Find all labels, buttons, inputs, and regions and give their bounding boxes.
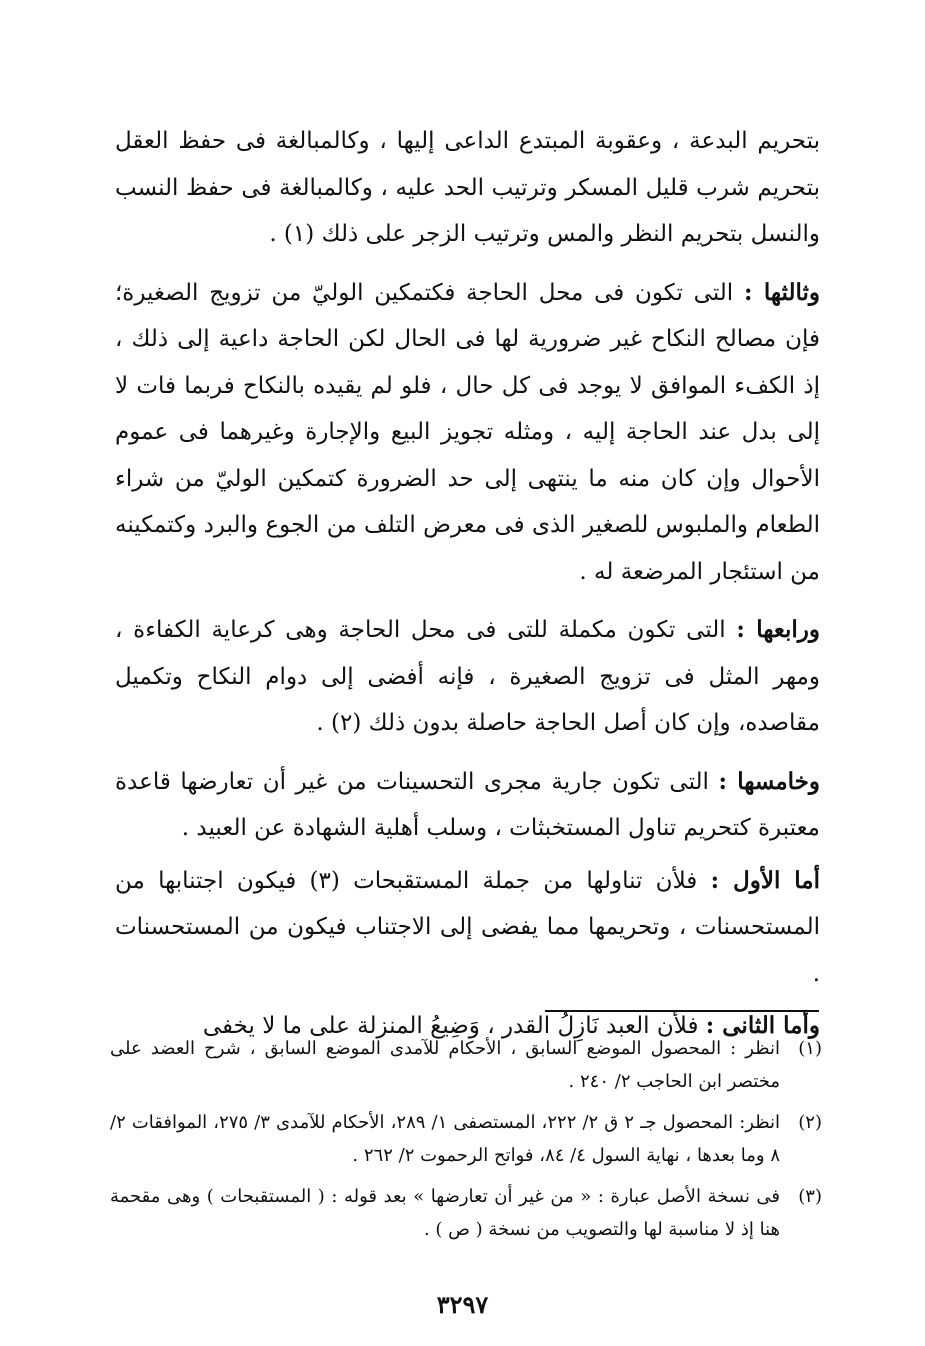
footnote-1 — [110, 1032, 822, 1098]
footnote-2-number: (٢) — [798, 1112, 822, 1133]
paragraph-4-lead: وخامسها : — [718, 767, 821, 795]
paragraph-2 — [115, 270, 820, 596]
paragraph-2-lead: وثالثها : — [743, 278, 820, 306]
main-text — [115, 118, 820, 1062]
paragraph-4 — [115, 759, 820, 852]
footnote-2-text: انظر: المحصول جـ ٢ ق ٢/ ٢٢٢، المستصفى ١/ ٢٨٩، الأحكام للآمدى ٣/ ٢٧٥، الموافقات ٢/ ٨ وما بعدها ، نهاية السول ٤/ ٨٤، فواتح الرحموت ٢/ ٢٦٢ . — [110, 1112, 780, 1166]
footnote-3-number: (٣) — [798, 1186, 822, 1207]
paragraph-1-text: بتحريم البدعة ، وعقوبة المبتدع الداعى إليها ، وكالمبالغة فى حفظ العقل بتحريم شرب قليل المسكر وترتيب الحد عليه ، وكالمبالغة فى حفظ النسب والنسل بتحريم النظر والمس وترتيب الزجر على ذلك (١) . — [115, 128, 820, 247]
paragraph-1 — [115, 118, 820, 258]
page-number: ٣٢٩٧ — [436, 1290, 489, 1319]
paragraph-4-text: التى تكون جارية مجرى التحسينات من غير أن تعارضها قاعدة معتبرة كتحريم تناول المستخبثات ، وسلب أهلية الشهادة عن العبيد . — [115, 768, 820, 841]
footnote-1-text: انظر : المحصول الموضع السابق ، الأحكام للآمدى الموضع السابق ، شرح العضد على مختصر ابن الحاجب ٢/ ٢٤٠ . — [110, 1038, 780, 1092]
footnote-3 — [110, 1180, 822, 1246]
paragraph-3-text: التى تكون مكملة للتى فى محل الحاجة وهى كرعاية الكفاءة ، ومهر المثل فى تزويج الصغيرة ، فإنه أفضى إلى دوام النكاح وتكميل مقاصده، وإن كان أصل الحاجة حاصلة بدون ذلك (٢) . — [115, 617, 820, 736]
paragraph-3-lead: ورابعها : — [736, 616, 820, 643]
paragraph-6-text: فلأن العبد نَازِلُ القدر ، وَضِيعُ المنزلة على ما لا يخفى — [202, 1013, 706, 1039]
paragraph-5-text: فلأن تناولها من جملة المستقبحات (٣) فيكون اجتنابها من المستحسنات ، وتحريمها مما يفضى إلى الاجتناب فيكون من المستحسنات . — [115, 867, 820, 987]
footnote-1-number: (١) — [798, 1038, 822, 1059]
paragraph-5-lead: أما الأول : — [710, 866, 820, 894]
paragraph-5 — [115, 858, 820, 998]
paragraph-2-text: التى تكون فى محل الحاجة فكتمكين الوليّ من تزويج الصغيرة؛ فإن مصالح النكاح غير ضرورية لها فى الحال لكن الحاجة داعية إلى ذلك ، إذ الكفء الموافق لا يوجد فى كل حال ، فلو لم يقيده بالنكاح فربما فات لا إلى بدل عند الحاجة إليه ، ومثله تجويز البيع والإجارة وغيرهما فى عموم الأحوال وإن كان منه ما ينتهى إلى حد الضرورة كتمكين الوليّ من شراء الطعام والملبوس للصغير الذى فى معرض التلف من الجوع والبرد وكتمكينه من استئجار المرضعة له . — [115, 279, 820, 585]
footnote-2 — [110, 1106, 822, 1172]
paragraph-6-lead: وأما الثانى : — [705, 1012, 820, 1039]
footnotes — [110, 1032, 822, 1254]
footnote-3-text: فى نسخة الأصل عبارة : « من غير أن تعارضها » بعد قوله : ( المستقبحات ) وهى مقحمة هنا إذ لا مناسبة لها والتصويب من نسخة ( ص ) . — [110, 1186, 780, 1240]
paragraph-3 — [115, 607, 820, 747]
footnote-separator — [545, 1010, 819, 1012]
